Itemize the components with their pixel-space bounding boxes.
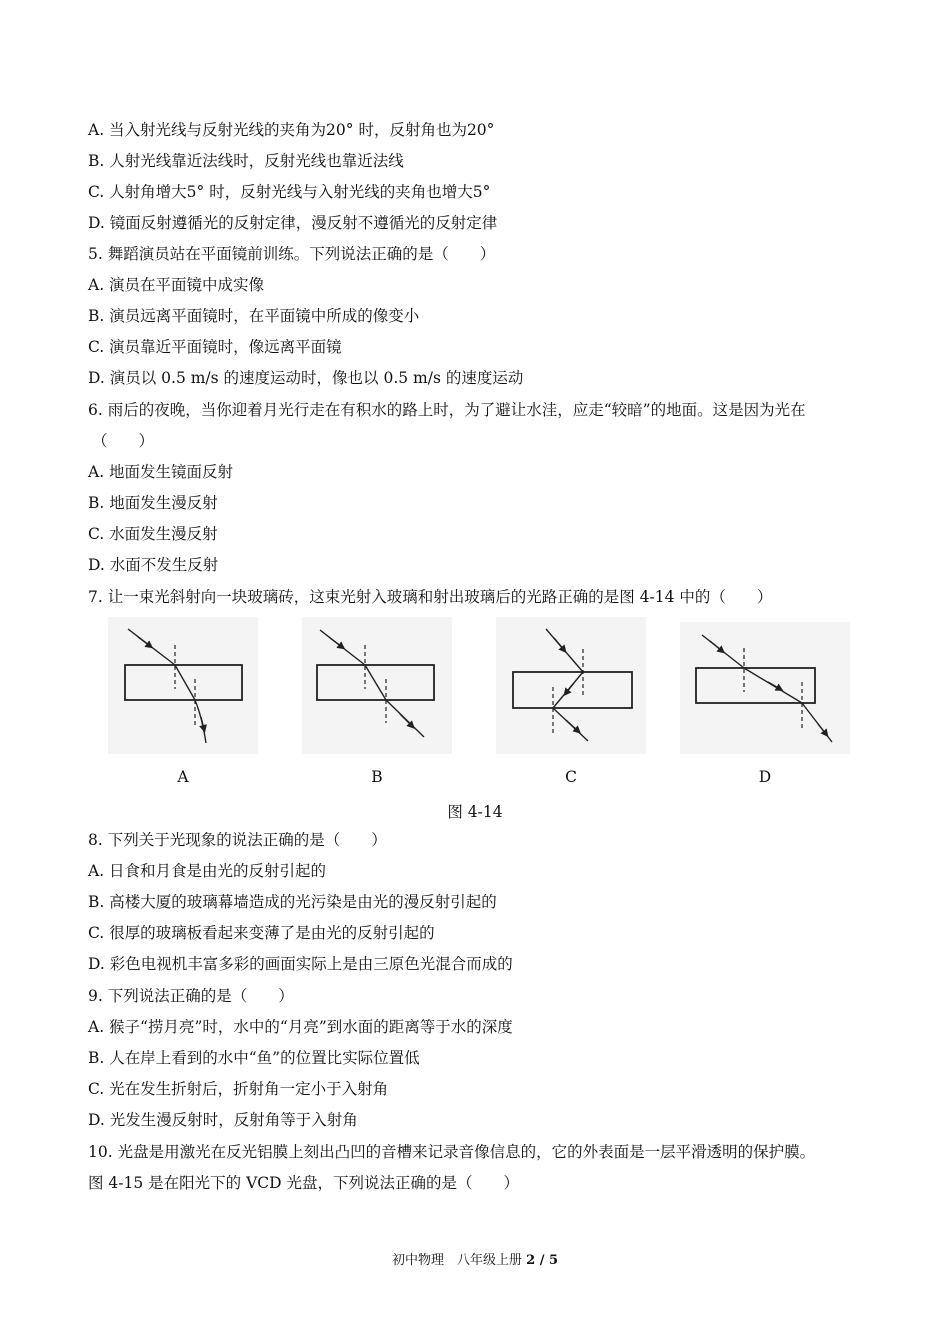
light-path-diagram-b	[302, 617, 452, 754]
page-footer	[0, 1249, 950, 1268]
figure-option-a	[108, 617, 258, 754]
figure-option-d	[680, 622, 850, 754]
figure-option-c	[496, 617, 646, 754]
q6-option-a: A. 地面发生镜面反射	[88, 463, 234, 481]
q5-option-d: D. 演员以 0.5 m/s 的速度运动时，像也以 0.5 m/s 的速度运动	[88, 369, 524, 387]
figure-label-a: A	[177, 768, 189, 786]
q10-stem-continued: 图 4-15 是在阳光下的 VCD 光盘，下列说法正确的是（ ）	[88, 1174, 520, 1192]
q6-option-b: B. 地面发生漫反射	[88, 494, 218, 512]
q8-option-a: A. 日食和月食是由光的反射引起的	[88, 862, 327, 880]
q9-option-b: B. 人在岸上看到的水中“鱼”的位置比实际位置低	[88, 1049, 420, 1067]
q6-option-d: D. 水面不发生反射	[88, 556, 219, 574]
q9-option-c: C. 光在发生折射后，折射角一定小于入射角	[88, 1080, 389, 1098]
q8-option-b: B. 高楼大厦的玻璃幕墙造成的光污染是由光的漫反射引起的	[88, 893, 497, 911]
q9-stem: 9. 下列说法正确的是（ ）	[88, 987, 294, 1005]
figure-label-c: C	[565, 768, 577, 786]
q8-stem: 8. 下列关于光现象的说法正确的是（ ）	[88, 831, 387, 849]
q5-option-b: B. 演员远离平面镜时，在平面镜中所成的像变小	[88, 307, 420, 325]
q4-option-c: C. 人射角增大5° 时，反射光线与入射光线的夹角也增大5°	[88, 183, 491, 201]
q7-stem: 7. 让一束光斜射向一块玻璃砖，这束光射入玻璃和射出玻璃后的光路正确的是图 4-14 中的（ ）	[88, 588, 773, 606]
figure-label-b: B	[371, 768, 383, 786]
q5-stem: 5. 舞蹈演员站在平面镜前训练。下列说法正确的是（ ）	[88, 245, 496, 263]
q6-stem: 6. 雨后的夜晚，当你迎着月光行走在有积水的路上时，为了避让水洼，应走“较暗”的地面。这是因为光在	[88, 401, 806, 419]
figure-label-d: D	[758, 768, 772, 786]
q10-stem: 10. 光盘是用激光在反光铝膜上刻出凸凹的音槽来记录音像信息的，它的外表面是一层平滑透明的保护膜。	[88, 1143, 816, 1161]
q8-option-d: D. 彩色电视机丰富多彩的画面实际上是由三原色光混合而成的	[88, 955, 513, 973]
light-path-diagram-a	[108, 617, 258, 754]
q8-option-c: C. 很厚的玻璃板看起来变薄了是由光的反射引起的	[88, 924, 435, 942]
q4-option-a: A. 当入射光线与反射光线的夹角为20° 时，反射角也为20°	[88, 121, 495, 139]
q9-option-d: D. 光发生漫反射时，反射角等于入射角	[88, 1111, 358, 1129]
figure-option-b	[302, 617, 452, 754]
q5-option-c: C. 演员靠近平面镜时，像远离平面镜	[88, 338, 342, 356]
q6-option-c: C. 水面发生漫反射	[88, 525, 218, 543]
light-path-diagram-d	[680, 622, 850, 754]
figure-caption: 图 4-14	[447, 803, 503, 821]
footer-book-title: 初中物理 八年级上册	[391, 1253, 527, 1268]
q5-option-a: A. 演员在平面镜中成实像	[88, 276, 265, 294]
q9-option-a: A. 猴子“捞月亮”时，水中的“月亮”到水面的距离等于水的深度	[88, 1018, 513, 1036]
light-path-diagram-c	[496, 617, 646, 754]
q6-stem-blank: （ ）	[92, 432, 155, 450]
page-number: 2 / 5	[526, 1253, 559, 1268]
q4-option-b: B. 人射光线靠近法线时，反射光线也靠近法线	[88, 152, 404, 170]
q4-option-d: D. 镜面反射遵循光的反射定律，漫反射不遵循光的反射定律	[88, 214, 498, 232]
